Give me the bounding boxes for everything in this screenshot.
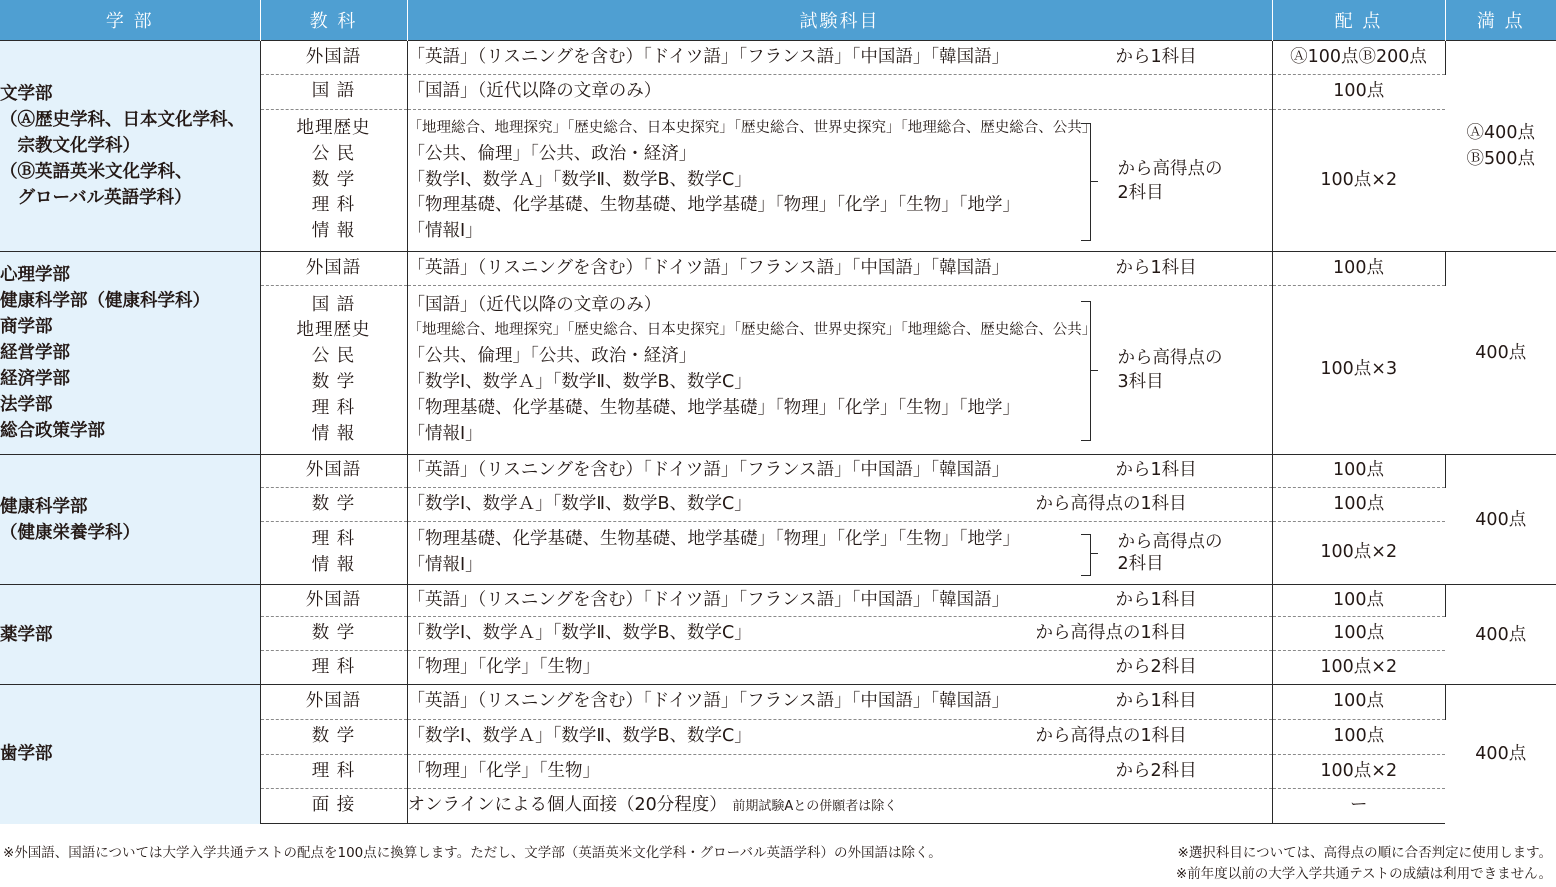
points-cell: 100点: [1272, 685, 1445, 720]
footnote-left: ※外国語、国語については大学入学共通テストの配点を100点に換算します。ただし、文学部（英語英米文化学科・グローバル英語学科）の外国語は除く。: [3, 845, 942, 861]
subject-name: 公 民: [311, 346, 356, 367]
exam-text: 「英語」（リスニングを含む）「ドイツ語」「フランス語」「中国語」「韓国語」: [407, 691, 1010, 712]
exam-text: 「地理総合、地理探究」「歴史総合、日本史探究」「歴史総合、世界史探究」「地理総合、歴史総合、公共」: [407, 120, 1097, 136]
exam-text: オンラインによる個人面接（20分程度）: [407, 794, 727, 815]
selection-rule: [1118, 157, 1223, 205]
bracket-tick: [1090, 181, 1098, 182]
selection-rule-line: から高得点の: [1117, 532, 1223, 552]
total-cell: [1445, 685, 1556, 824]
faculty-cell: [0, 252, 260, 455]
bracket: [1081, 534, 1091, 576]
header-faculty: 学 部: [0, 0, 260, 41]
points-cell: 100点×2: [1272, 755, 1445, 789]
subject-cell: 数 学: [260, 488, 407, 522]
exam-cell: [407, 617, 1272, 651]
exam-text: 「物理基礎、化学基礎、生物基礎、地学基礎」「物理」「化学」「生物」「地学」: [407, 529, 1020, 550]
header-row: [0, 0, 1556, 41]
exam-note: 前期試験Aとの併願者は除く: [732, 798, 898, 814]
points-cell: 100点×2: [1272, 522, 1445, 585]
exam-text: 「英語」（リスニングを含む）「ドイツ語」「フランス語」「中国語」「韓国語」: [407, 257, 1010, 278]
selection-rule-line: 2科目: [1117, 182, 1164, 203]
exam-text: 「物理」「化学」「生物」: [407, 656, 600, 677]
faculty-name: 経営学部: [0, 343, 70, 363]
points-cell: 100点: [1272, 455, 1445, 488]
subject-name: 国 語: [311, 294, 356, 315]
subject-name: 情 報: [311, 423, 356, 444]
exam-text: 「国語」（近代以降の文章のみ）: [407, 81, 662, 102]
faculty-cell: [0, 685, 260, 824]
exam-text: 「地理総合、地理探究」「歴史総合、日本史探究」「歴史総合、世界史探究」「地理総合、歴史総合、公共」: [407, 322, 1097, 339]
subject-cell: 国 語: [260, 75, 407, 110]
exam-text: 「物理基礎、化学基礎、生物基礎、地学基礎」「物理」「化学」「生物」「地学」: [407, 195, 1020, 216]
subject-cell: 数 学: [260, 720, 407, 755]
selection-rule: [1118, 346, 1223, 394]
selection-rule: から1科目: [1115, 46, 1197, 67]
faculty-name: 総合政策学部: [0, 421, 105, 441]
faculty-name: （健康栄養学科）: [0, 522, 140, 543]
points-cell: 100点: [1272, 617, 1445, 651]
faculty-name: 商学部: [0, 317, 53, 337]
points-cell: Ⓐ100点Ⓑ200点: [1272, 41, 1445, 75]
exam-cell: [407, 252, 1272, 286]
header-exam-subjects: 試験科目: [407, 0, 1272, 41]
exam-text: 「数学Ⅰ、数学Ａ」「数学Ⅱ、数学B、数学C」: [407, 726, 752, 747]
faculty-cell: [0, 585, 260, 685]
selection-rule: から1科目: [1115, 257, 1197, 278]
bracket: [1081, 301, 1091, 441]
exam-text: 「国語」（近代以降の文章のみ）: [407, 294, 662, 315]
subject-cell: 理 科: [260, 755, 407, 789]
faculty-name: 歯学部: [0, 744, 53, 765]
table-row: [0, 585, 1556, 617]
exam-cell: [407, 455, 1272, 488]
bracket: [1081, 123, 1091, 241]
exam-cell: [407, 522, 1272, 585]
faculty-name: 法学部: [0, 395, 53, 415]
points-cell: 100点: [1272, 488, 1445, 522]
exam-text: 「物理基礎、化学基礎、生物基礎、地学基礎」「物理」「化学」「生物」「地学」: [407, 397, 1020, 418]
header-points: 配 点: [1272, 0, 1445, 41]
exam-cell: [407, 286, 1272, 455]
table-row: [0, 685, 1556, 720]
total-cell: [1445, 585, 1556, 685]
faculty-name: 宗教文化学科）: [0, 136, 140, 156]
total-score: 400点: [1475, 624, 1527, 645]
exam-text: 「情報Ⅰ」: [407, 221, 483, 242]
faculty-name: （Ⓐ歴史学科、日本文化学科、: [0, 110, 245, 130]
faculty-name: 経済学部: [0, 369, 70, 389]
exam-text: 「数学Ⅰ、数学Ａ」「数学Ⅱ、数学B、数学C」: [407, 372, 752, 392]
faculty-name: 健康科学部: [0, 496, 88, 517]
table-row: [0, 455, 1556, 488]
selection-rule: から1科目: [1115, 589, 1197, 610]
total-score: 400点: [1475, 744, 1527, 765]
points-cell: 100点×2: [1272, 110, 1445, 252]
subject-cell: 外国語: [260, 685, 407, 720]
selection-rule-line: から高得点の: [1117, 348, 1223, 368]
total-cell: [1445, 252, 1556, 455]
faculty-name: 文学部: [0, 84, 53, 104]
subject-name: 理 科: [311, 529, 356, 550]
subject-cell: 面 接: [260, 789, 407, 824]
faculty-name: グローバル英語学科）: [0, 188, 192, 208]
exam-text: 「物理」「化学」「生物」: [407, 760, 600, 781]
table-row: [0, 252, 1556, 286]
total-score: Ⓑ500点: [1466, 149, 1535, 169]
subject-cell: 外国語: [260, 252, 407, 286]
bracket-tick: [1090, 553, 1098, 554]
subject-name: 公 民: [311, 143, 356, 164]
selection-rule: から2科目: [1115, 760, 1197, 781]
points-cell: 100点: [1272, 720, 1445, 755]
exam-text: 「英語」（リスニングを含む）「ドイツ語」「フランス語」「中国語」「韓国語」: [407, 589, 1010, 610]
faculty-name: 薬学部: [0, 624, 53, 645]
total-score: 400点: [1475, 509, 1527, 530]
exam-cell: [407, 585, 1272, 617]
subject-name: 理 科: [311, 195, 356, 216]
faculty-cell: [0, 455, 260, 585]
selection-rule: から高得点の1科目: [1035, 726, 1187, 747]
faculty-name: 健康科学部（健康科学科）: [0, 291, 210, 311]
subject-name: 地理歴史: [296, 118, 371, 138]
exam-cell: [407, 488, 1272, 522]
selection-rule: [1118, 531, 1223, 575]
selection-rule: から高得点の1科目: [1035, 493, 1187, 514]
subject-cell: 外国語: [260, 455, 407, 488]
exam-text: 「英語」（リスニングを含む）「ドイツ語」「フランス語」「中国語」「韓国語」: [407, 460, 1010, 481]
selection-rule-line: 3科目: [1117, 372, 1164, 392]
subject-cell: [260, 110, 407, 252]
subject-name: 情 報: [311, 221, 356, 242]
total-score: 400点: [1475, 343, 1527, 363]
selection-rule-line: 2科目: [1117, 554, 1164, 574]
header-full-score: 満 点: [1445, 0, 1556, 41]
points-cell: 100点: [1272, 75, 1445, 110]
selection-rule: から高得点の1科目: [1035, 622, 1187, 643]
footnote-right-1: ※選択科目については、高得点の順に合否判定に使用します。: [1177, 845, 1552, 861]
points-cell: 100点×2: [1272, 651, 1445, 685]
subject-cell: 数 学: [260, 617, 407, 651]
subject-name: 数 学: [311, 372, 356, 392]
subject-cell: [260, 286, 407, 455]
exam-cell: [407, 110, 1272, 252]
total-score: Ⓐ400点: [1466, 123, 1535, 143]
exam-text: 「公共、倫理」「公共、政治・経済」: [407, 346, 697, 367]
exam-text: 「数学Ⅰ、数学Ａ」「数学Ⅱ、数学B、数学C」: [407, 169, 752, 190]
points-cell: ー: [1272, 789, 1445, 824]
exam-cell: [407, 755, 1272, 789]
points-cell: 100点: [1272, 252, 1445, 286]
subject-cell: [260, 522, 407, 585]
subject-name: 理 科: [311, 397, 356, 418]
header-subject: 教 科: [260, 0, 407, 41]
selection-rule: から2科目: [1115, 656, 1197, 677]
points-cell: 100点×3: [1272, 286, 1445, 455]
subject-cell: 外国語: [260, 585, 407, 617]
bracket-tick: [1090, 370, 1098, 371]
subject-name: 数 学: [311, 169, 356, 190]
faculty-name: 心理学部: [0, 265, 70, 285]
subject-name: 地理歴史: [296, 320, 371, 341]
subject-cell: 外国語: [260, 41, 407, 75]
exam-text: 「情報Ⅰ」: [407, 423, 483, 444]
exam-cell: [407, 789, 1272, 824]
exam-text: 「数学Ⅰ、数学Ａ」「数学Ⅱ、数学B、数学C」: [407, 622, 752, 643]
total-cell: [1445, 455, 1556, 585]
exam-cell: [407, 720, 1272, 755]
exam-cell: [407, 41, 1272, 75]
subject-cell: 理 科: [260, 651, 407, 685]
footnote-right-2: ※前年度以前の大学入学共通テストの成績は利用できません。: [1175, 866, 1552, 882]
exam-text: 「数学Ⅰ、数学Ａ」「数学Ⅱ、数学B、数学C」: [407, 493, 752, 514]
exam-text: 「公共、倫理」「公共、政治・経済」: [407, 143, 697, 164]
exam-cell: [407, 651, 1272, 685]
faculty-cell: [0, 41, 260, 252]
subject-name: 情 報: [311, 555, 356, 575]
table-row: [0, 41, 1556, 75]
faculty-name: （Ⓑ英語英米文化学科、: [0, 162, 193, 182]
exam-cell: [407, 685, 1272, 720]
exam-cell: [407, 75, 1272, 110]
selection-rule: から1科目: [1115, 460, 1197, 481]
exam-text: 「英語」（リスニングを含む）「ドイツ語」「フランス語」「中国語」「韓国語」: [407, 46, 1010, 67]
total-cell: [1445, 41, 1556, 252]
selection-rule: から1科目: [1115, 691, 1197, 712]
exam-text: 「情報Ⅰ」: [407, 555, 483, 575]
points-cell: 100点: [1272, 585, 1445, 617]
selection-rule-line: から高得点の: [1117, 158, 1223, 179]
